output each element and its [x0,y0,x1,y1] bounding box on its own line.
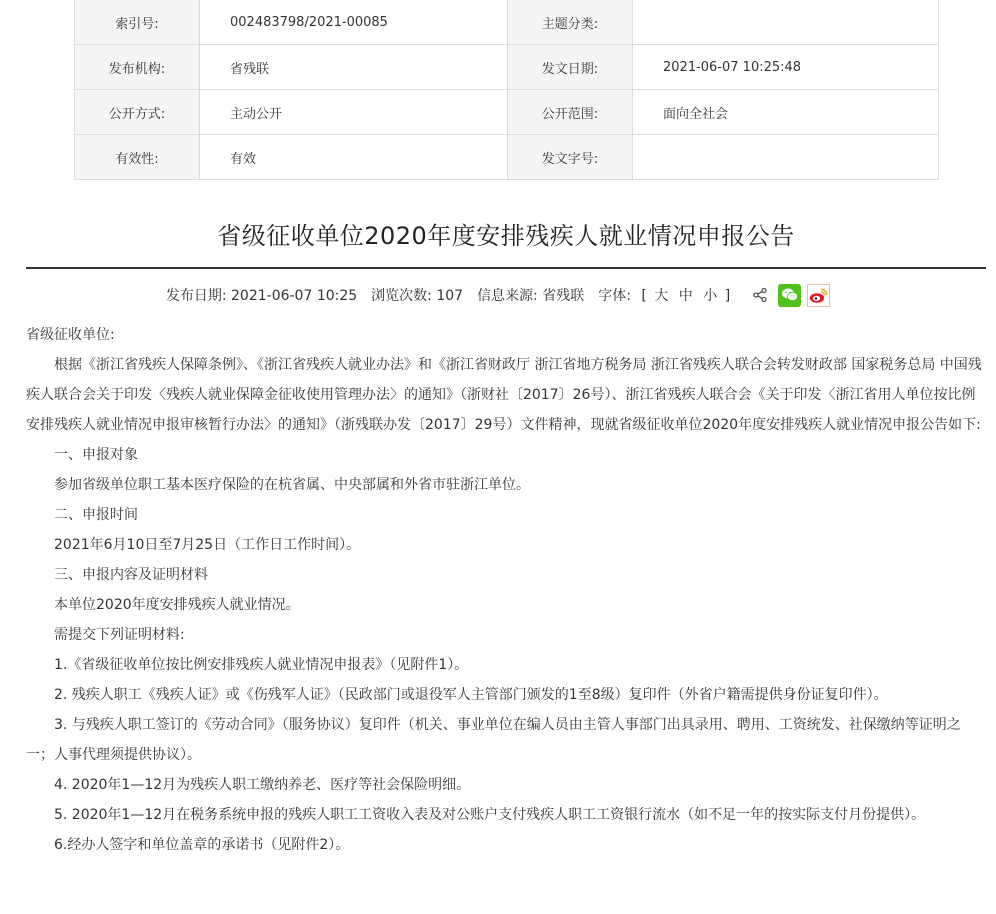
weibo-icon[interactable] [807,284,830,307]
meta-row [75,0,939,45]
meta-label-index: 索引号: [75,0,200,45]
share-icon[interactable] [752,287,768,303]
list-item: 4. 2020年1—12月为残疾人职工缴纳养老、医疗等社会保险明细。 [54,777,471,793]
meta-row [75,90,939,135]
list-item: 6.经办人签字和单位盖章的承诺书（见附件2）。 [54,837,350,853]
list-item: 1.《省级征收单位按比例安排残疾人就业情况申报表》（见附件1）。 [54,657,469,673]
list-item: 2. 残疾人职工《残疾人证》或《伤残军人证》（民政部门或退役军人主管部门颁发的1至8级）复印件（外省户籍需提供身份证复印件）。 [54,687,888,703]
meta-row [75,135,939,180]
meta-label-issue-date: 发文日期: [508,45,633,90]
document-meta-table [74,0,939,180]
article-info-bar [0,283,996,307]
article-body [26,320,986,860]
font-bracket-open: [ [641,288,647,304]
title-divider [26,267,986,269]
section-heading: 三、申报内容及证明材料 [54,567,208,583]
view-count: 浏览次数: 107 [371,288,464,304]
meta-value-publisher: 省残联 [200,45,508,90]
paragraph: 2021年6月10日至7月25日（工作日工作时间）。 [54,537,361,553]
article-title: 省级征收单位2020年度安排残疾人就业情况申报公告 [217,222,795,250]
meta-value-scope: 面向全社会 [633,90,939,135]
font-bracket-close: ] [724,288,731,304]
paragraph: 需提交下列证明材料: [54,627,185,643]
salutation: 省级征收单位: [26,327,115,343]
meta-value-issue-date: 2021-06-07 10:25:48 [633,45,939,90]
paragraph: 根据《浙江省残疾人保障条例》、《浙江省残疾人就业办法》和《浙江省财政厅 浙江省地方税务局 浙江省残疾人联合会转发财政部 国家税务总局 中国残疾人联合会关于印发〈残疾人就业保障金征收使用管理办法〉的通知》（浙财社〔2017〕26号）、浙江省残疾人联合会《关于印发〈浙江省用人单位按比例安排残疾人就业情况申报审核暂行办法〉的通知》（浙残联办发〔2017〕29号）文件精神，现就省级征收单位2020年度安排残疾人就业情况申报公告如下: [26,357,982,433]
paragraph: 本单位2020年度安排残疾人就业情况。 [54,597,300,613]
paragraph: 参加省级单位职工基本医疗保险的在杭省属、中央部属和外省市驻浙江单位。 [54,477,530,493]
meta-value-validity: 有效 [200,135,508,180]
meta-value-disclosure: 主动公开 [200,90,508,135]
font-size-control [598,285,730,305]
meta-label-disclosure: 公开方式: [75,90,200,135]
section-heading: 二、申报时间 [54,507,138,523]
section-heading: 一、申报对象 [54,447,138,463]
font-size-small-button[interactable]: 小 [703,288,718,304]
wechat-icon[interactable] [778,284,801,307]
meta-label-category: 主题分类: [508,0,633,45]
meta-label-publisher: 发布机构: [75,45,200,90]
meta-label-scope: 公开范围: [508,90,633,135]
meta-label-doc-number: 发文字号: [508,135,633,180]
font-size-medium-button[interactable]: 中 [678,288,693,304]
list-item: 3. 与残疾人职工签订的《劳动合同》（服务协议）复印件（机关、事业单位在编人员由主管人事部门出具录用、聘用、工资统发、社保缴纳等证明之一；人事代理须提供协议）。 [26,717,961,763]
meta-row [75,45,939,90]
publish-date: 发布日期: 2021-06-07 10:25 [165,288,358,304]
meta-label-validity: 有效性: [75,135,200,180]
font-size-label: 字体: [598,288,631,304]
info-source: 信息来源: 省残联 [477,288,585,304]
meta-value-doc-number [633,135,939,180]
meta-value-index: 002483798/2021-00085 [200,0,508,45]
meta-value-category [633,0,939,45]
list-item: 5. 2020年1—12月在税务系统申报的残疾人职工工资收入表及对公账户支付残疾人职工工资银行流水（如不足一年的按实际支付月份提供）。 [54,807,926,823]
font-size-large-button[interactable]: 大 [654,288,669,304]
